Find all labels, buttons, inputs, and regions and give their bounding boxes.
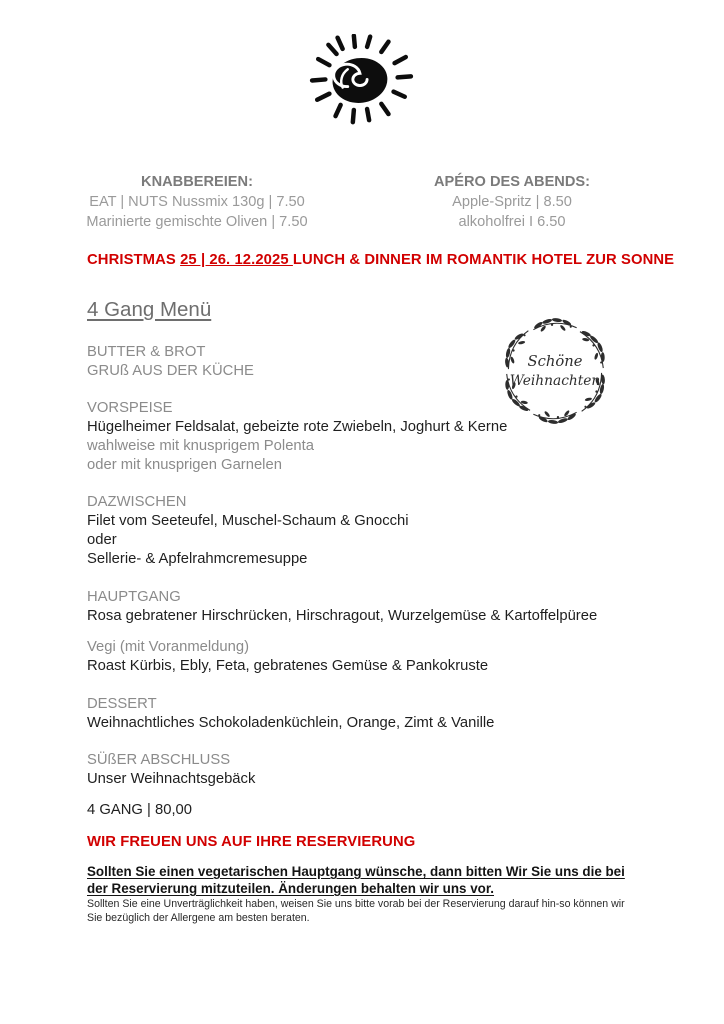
course-option: oder mit knusprigen Garnelen xyxy=(87,457,282,473)
allergy-note: Sollten Sie eine Unverträglichkeit haben, weisen Sie uns bitte vorab bei der Reservierung darauf hin-so können wir Sie bezüglich der Allergene am besten beraten. xyxy=(87,898,625,924)
apero-column xyxy=(400,172,624,232)
reservation-callout: WIR FREUEN UNS AUF IHRE RESERVIERUNG xyxy=(87,834,416,850)
course-heading: HAUPTGANG xyxy=(87,589,181,605)
course-dish: Weihnachtliches Schokoladenküchlein, Orange, Zimt & Vanille xyxy=(87,715,495,731)
course-butter-brot xyxy=(87,343,657,381)
course-heading: DAZWISCHEN xyxy=(87,494,187,510)
course-heading: SÜßER ABSCHLUSS xyxy=(87,752,231,768)
headline-prefix: CHRISTMAS xyxy=(87,252,181,268)
wreath-text-line1: Schöne xyxy=(527,353,583,371)
wreath-text-line2: Weihnachten xyxy=(509,372,601,389)
course-dish: Filet vom Seeteufel, Muschel-Schaum & Gnocchi xyxy=(87,513,409,529)
course-suesser-abschluss xyxy=(87,751,657,789)
course-dish: Rosa gebratener Hirschrücken, Hirschragout, Wurzelgemüse & Kartoffelpüree xyxy=(87,608,598,624)
headline-suffix: LUNCH & DINNER IM ROMANTIK HOTEL ZUR SONNE xyxy=(292,252,675,268)
apero-item: Apple-Spritz | 8.50 xyxy=(452,194,572,210)
apero-item: alkoholfrei I 6.50 xyxy=(458,214,566,230)
course-option: wahlweise mit knusprigem Polenta xyxy=(87,438,314,454)
course-dessert xyxy=(87,695,657,733)
course-dish: Hügelheimer Feldsalat, gebeizte rote Zwiebeln, Joghurt & Kerne xyxy=(87,419,508,435)
apero-title: APÉRO DES ABENDS: xyxy=(434,174,590,190)
course-vegi xyxy=(87,638,657,676)
course-hauptgang xyxy=(87,588,657,626)
course-dish: Sellerie- & Apfelrahmcremesuppe xyxy=(87,551,308,567)
course-dish: Unser Weihnachtsgebäck xyxy=(87,771,256,787)
course-vorspeise xyxy=(87,399,657,475)
course-dish: oder xyxy=(87,532,117,548)
snacks-title: KNABBEREIEN: xyxy=(141,174,253,190)
course-line: BUTTER & BROT xyxy=(87,344,206,360)
snacks-item: EAT | NUTS Nussmix 130g | 7.50 xyxy=(89,194,305,210)
sun-logo-icon xyxy=(306,34,418,132)
menu-title: 4 Gang Menü xyxy=(87,298,212,321)
course-heading: DESSERT xyxy=(87,696,157,712)
course-heading: VORSPEISE xyxy=(87,400,173,416)
christmas-headline xyxy=(87,252,674,268)
menu-price: 4 GANG | 80,00 xyxy=(87,802,193,818)
headline-date: 25 | 26. 12.2025 xyxy=(180,252,293,268)
course-dazwischen xyxy=(87,493,657,569)
course-dish: Roast Kürbis, Ebly, Feta, gebratenes Gemüse & Pankokruste xyxy=(87,658,489,674)
snacks-item: Marinierte gemischte Oliven | 7.50 xyxy=(86,214,308,230)
vegetarian-note: Sollten Sie einen vegetarischen Hauptgang wünsche, dann bitten Wir Sie uns die bei der Reservierung mitzuteilen. Änderungen behalten wir uns vor. xyxy=(87,864,625,896)
snacks-column xyxy=(86,172,308,232)
course-heading: Vegi (mit Voranmeldung) xyxy=(87,639,250,655)
menu-body xyxy=(87,343,657,925)
course-line: GRUß AUS DER KÜCHE xyxy=(87,363,254,379)
